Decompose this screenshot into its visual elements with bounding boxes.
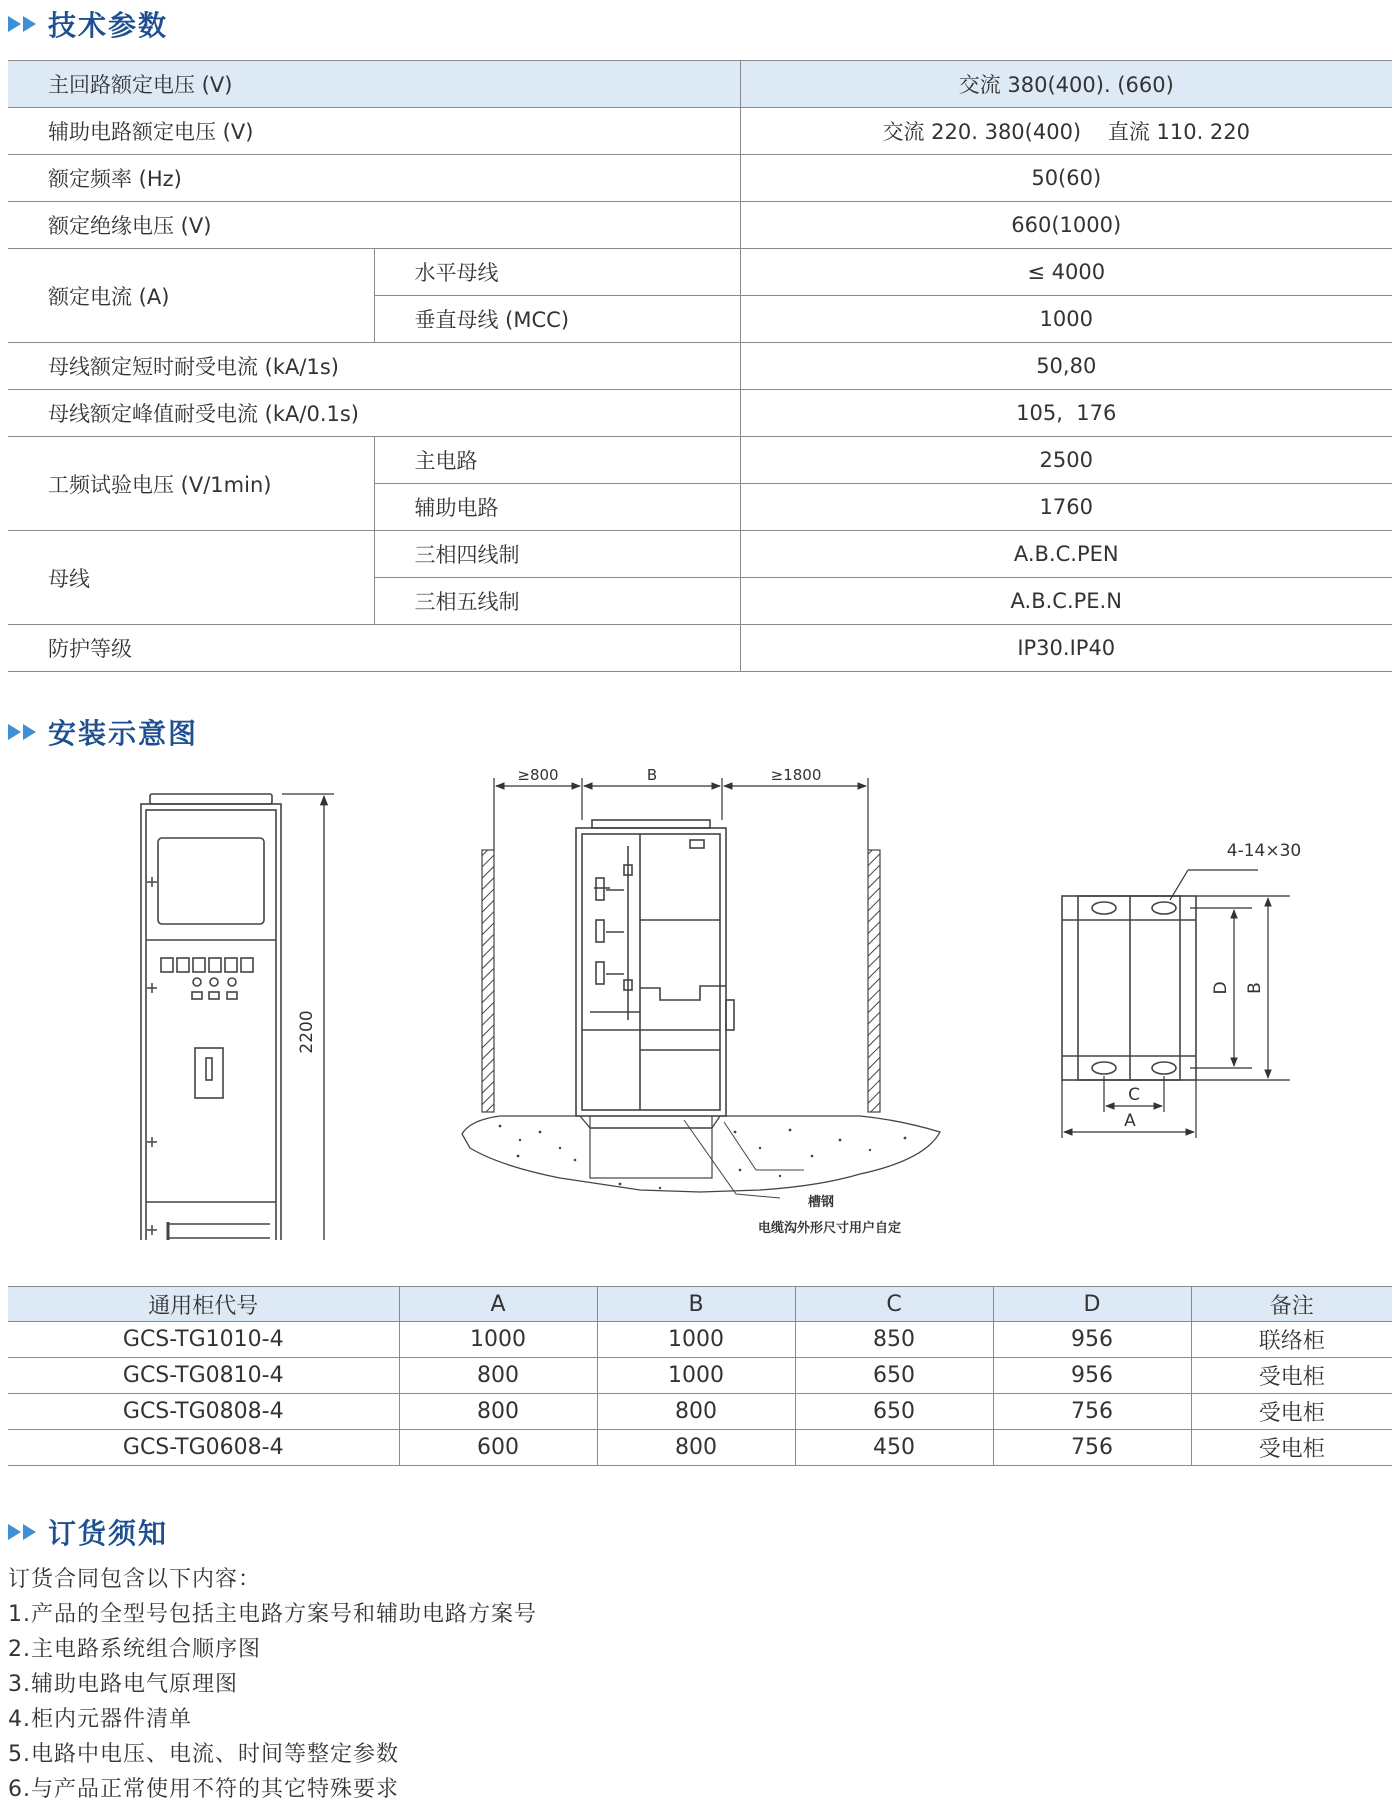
table-cell: 800 <box>597 1430 795 1466</box>
section-title-tech: 技术参数 <box>8 4 168 44</box>
param-sublabel: 垂直母线 (MCC) <box>374 296 740 343</box>
param-label: 额定绝缘电压 (V) <box>8 202 740 249</box>
column-header: D <box>993 1287 1191 1322</box>
table-cell: 受电柜 <box>1191 1394 1392 1430</box>
note-line: 2.主电路系统组合顺序图 <box>8 1637 261 1662</box>
param-value: 105, 176 <box>740 390 1392 437</box>
dim-b-label: B <box>1245 982 1265 994</box>
param-value: 50,80 <box>740 343 1392 390</box>
param-value: 50(60) <box>740 155 1392 202</box>
section-title-install: 安装示意图 <box>8 712 198 752</box>
note-line: 1.产品的全型号包括主电路方案号和辅助电路方案号 <box>8 1602 537 1627</box>
param-value: 2500 <box>740 437 1392 484</box>
table-row <box>8 343 1392 390</box>
table-row <box>8 390 1392 437</box>
table-cell: 1000 <box>597 1322 795 1358</box>
plus-marks <box>147 877 157 1235</box>
table-row <box>8 108 1392 155</box>
table-cell: GCS-TG0608-4 <box>8 1430 399 1466</box>
table-cell: 450 <box>795 1430 993 1466</box>
table-cell: 956 <box>993 1358 1191 1394</box>
tech-params-table <box>8 60 1392 672</box>
table-cell: 650 <box>795 1394 993 1430</box>
table-cell: 800 <box>399 1394 597 1430</box>
table-row <box>8 61 1392 108</box>
mid-dim-label: B <box>646 766 658 784</box>
param-label: 母线额定峰值耐受电流 (kA/0.1s) <box>8 390 740 437</box>
double-arrow-icon <box>8 16 36 32</box>
column-header: A <box>399 1287 597 1322</box>
table-row <box>8 531 1392 578</box>
column-header: C <box>795 1287 993 1322</box>
table-row <box>8 437 1392 484</box>
section-title-order: 订货须知 <box>8 1512 168 1552</box>
table-cell: GCS-TG0810-4 <box>8 1358 399 1394</box>
left-gap-label: ≥800 <box>517 766 559 784</box>
table-cell: 1000 <box>399 1322 597 1358</box>
column-header: 备注 <box>1191 1287 1392 1322</box>
note-line: 3.辅助电路电气原理图 <box>8 1672 238 1697</box>
param-label: 额定电流 (A) <box>8 249 374 343</box>
trench-label: 电缆沟外形尺寸用户自定 <box>758 1221 902 1236</box>
table-row <box>8 249 1392 296</box>
param-value: 交流 380(400). (660) <box>740 61 1392 108</box>
param-label: 母线 <box>8 531 374 625</box>
double-arrow-icon <box>8 724 36 740</box>
cabinet-side-view <box>462 820 940 1198</box>
param-label: 额定频率 (Hz) <box>8 155 740 202</box>
param-value: A.B.C.PE.N <box>740 578 1392 625</box>
height-label: 2200 <box>297 1010 317 1054</box>
table-cell: 受电柜 <box>1191 1358 1392 1394</box>
param-value: 交流 220. 380(400) 直流 110. 220 <box>740 108 1392 155</box>
dim-c-label: C <box>1128 1085 1140 1105</box>
table-cell: 650 <box>795 1358 993 1394</box>
order-notes <box>8 1562 537 1807</box>
table-cell: 800 <box>399 1358 597 1394</box>
table-cell: 850 <box>795 1322 993 1358</box>
param-sublabel: 三相四线制 <box>374 531 740 578</box>
param-label: 工频试验电压 (V/1min) <box>8 437 374 531</box>
param-sublabel: 主电路 <box>374 437 740 484</box>
param-sublabel: 三相五线制 <box>374 578 740 625</box>
base-plan-view <box>1062 896 1196 1080</box>
param-value: IP30.IP40 <box>740 625 1392 672</box>
param-value: 660(1000) <box>740 202 1392 249</box>
param-value: 1000 <box>740 296 1392 343</box>
dimensions-table <box>8 1286 1392 1466</box>
cabinet-front-view <box>141 794 281 1240</box>
table-row <box>8 1322 1392 1358</box>
dim-a-label: A <box>1124 1111 1136 1131</box>
note-line: 6.与产品正常使用不符的其它特殊要求 <box>8 1777 399 1802</box>
table-row <box>8 155 1392 202</box>
note-line: 4.柜内元器件清单 <box>8 1707 192 1732</box>
table-row <box>8 1394 1392 1430</box>
table-cell: 600 <box>399 1430 597 1466</box>
table-cell: 756 <box>993 1430 1191 1466</box>
table-header-row <box>8 1287 1392 1322</box>
param-label: 母线额定短时耐受电流 (kA/1s) <box>8 343 740 390</box>
steel-label: 槽钢 <box>808 1195 835 1210</box>
table-cell: 受电柜 <box>1191 1430 1392 1466</box>
table-row <box>8 625 1392 672</box>
column-header: 通用柜代号 <box>8 1287 399 1322</box>
table-cell: 956 <box>993 1322 1191 1358</box>
param-value: A.B.C.PEN <box>740 531 1392 578</box>
param-sublabel: 水平母线 <box>374 249 740 296</box>
installation-diagram <box>0 760 1400 1240</box>
dim-d-label: D <box>1211 981 1231 995</box>
table-cell: 联络柜 <box>1191 1322 1392 1358</box>
table-cell: 756 <box>993 1394 1191 1430</box>
param-value: ≤ 4000 <box>740 249 1392 296</box>
table-row <box>8 1358 1392 1394</box>
table-cell: 800 <box>597 1394 795 1430</box>
double-arrow-icon <box>8 1524 36 1540</box>
note-line: 订货合同包含以下内容： <box>8 1567 262 1592</box>
table-cell: GCS-TG1010-4 <box>8 1322 399 1358</box>
side-dimension-lines <box>494 778 868 850</box>
table-row <box>8 202 1392 249</box>
note-line: 5.电路中电压、电流、时间等整定参数 <box>8 1742 399 1767</box>
param-label: 主回路额定电压 (V) <box>8 61 740 108</box>
param-label: 辅助电路额定电压 (V) <box>8 108 740 155</box>
param-sublabel: 辅助电路 <box>374 484 740 531</box>
param-label: 防护等级 <box>8 625 740 672</box>
table-cell: 1000 <box>597 1358 795 1394</box>
right-gap-label: ≥1800 <box>770 766 822 784</box>
param-value: 1760 <box>740 484 1392 531</box>
table-row <box>8 1430 1392 1466</box>
table-cell: GCS-TG0808-4 <box>8 1394 399 1430</box>
hole-label: 4-14×30 <box>1226 841 1302 861</box>
column-header: B <box>597 1287 795 1322</box>
